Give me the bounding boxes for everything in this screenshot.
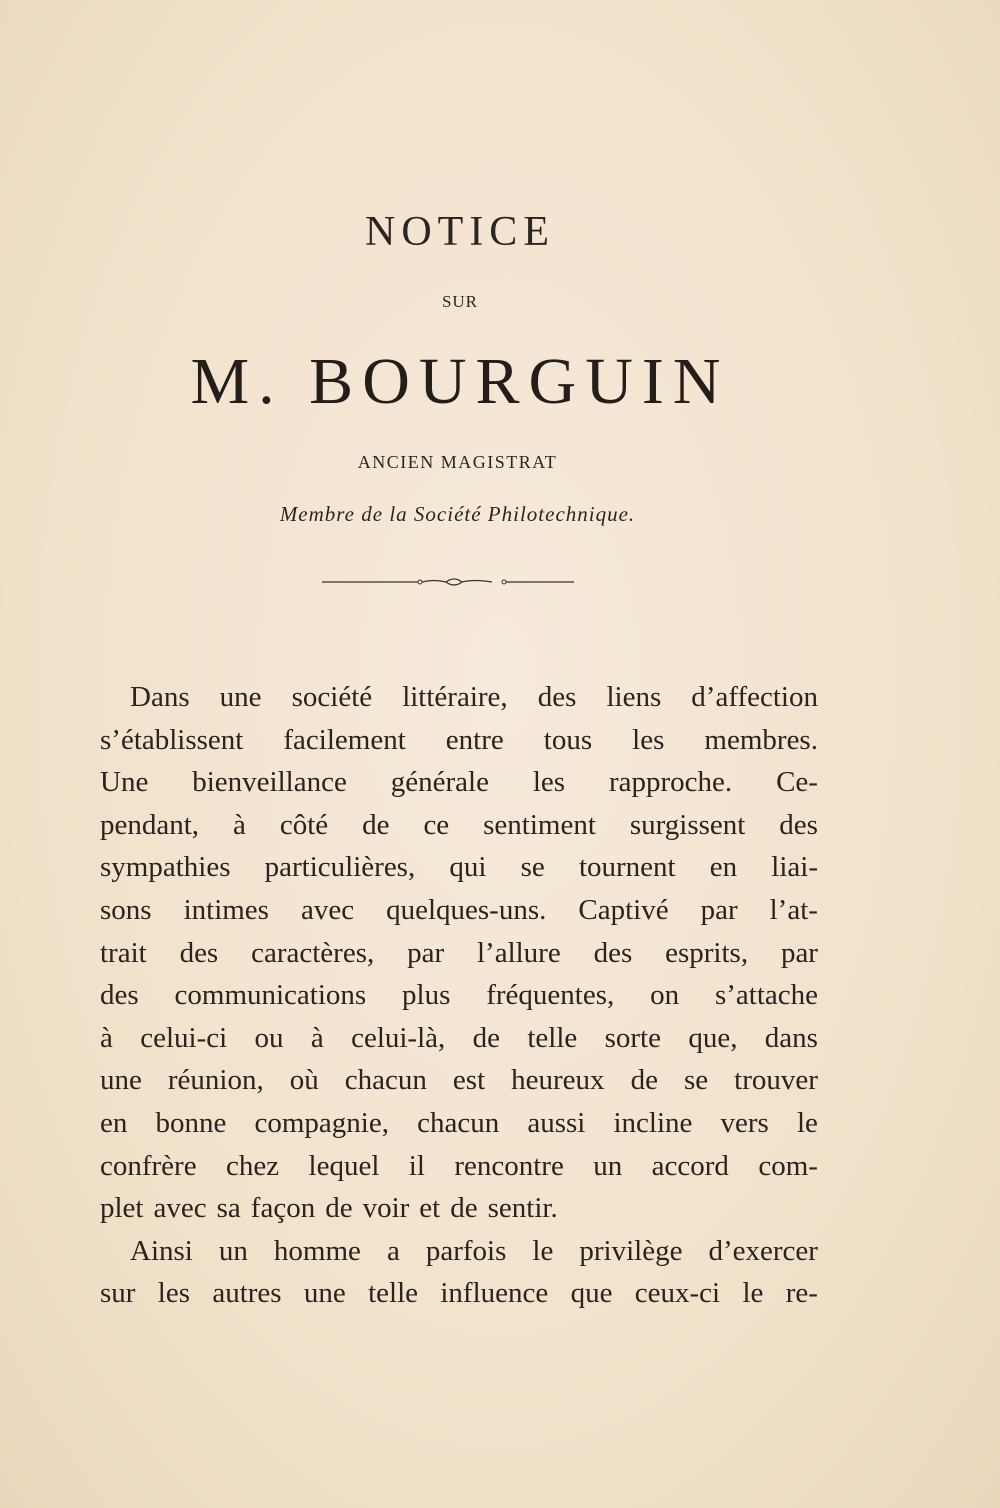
text-line: confrère chez lequel il rencontre un accord com- — [100, 1149, 818, 1182]
text-line: une réunion, où chacun est heureux de se trouver — [100, 1064, 818, 1097]
text-line: en bonne compagnie, chacun aussi incline vers le — [100, 1106, 818, 1139]
text-line: à celui-ci ou à celui-là, de telle sorte que, dans — [100, 1021, 818, 1054]
text-line: plet avec sa façon de voir et de sentir. — [100, 1192, 558, 1225]
text-line: Ainsi un homme a parfois le privilège d’exercer — [130, 1234, 818, 1267]
text-line: trait des caractères, par l’allure des esprits, par — [100, 936, 818, 969]
page-title: NOTICE — [365, 209, 555, 255]
text-line: Une bienveillance générale les rapproche. Ce- — [100, 766, 818, 799]
text-line: des communications plus fréquentes, on s’attache — [100, 979, 818, 1012]
text-line: sur les autres une telle influence que ceux-ci le re- — [100, 1277, 818, 1310]
subject-name: M. BOURGUIN — [190, 345, 730, 418]
text-line: sympathies particulières, qui se tournent en liai- — [100, 851, 818, 884]
text-line: pendant, à côté de ce sentiment surgissent des — [100, 808, 818, 841]
body-text — [100, 676, 818, 1315]
subtitle-sur: SUR — [441, 292, 479, 311]
text-line: s’établissent facilement entre tous les membres. — [100, 723, 818, 756]
subject-role: ANCIEN MAGISTRAT — [357, 452, 558, 472]
text-line: Dans une société littéraire, des liens d’affection — [130, 681, 818, 713]
text-line: sons intimes avec quelques-uns. Captivé par l’at- — [100, 893, 818, 926]
subject-membership: Membre de la Société Philotechnique. — [279, 502, 636, 526]
ornamental-rule-icon — [322, 574, 574, 590]
